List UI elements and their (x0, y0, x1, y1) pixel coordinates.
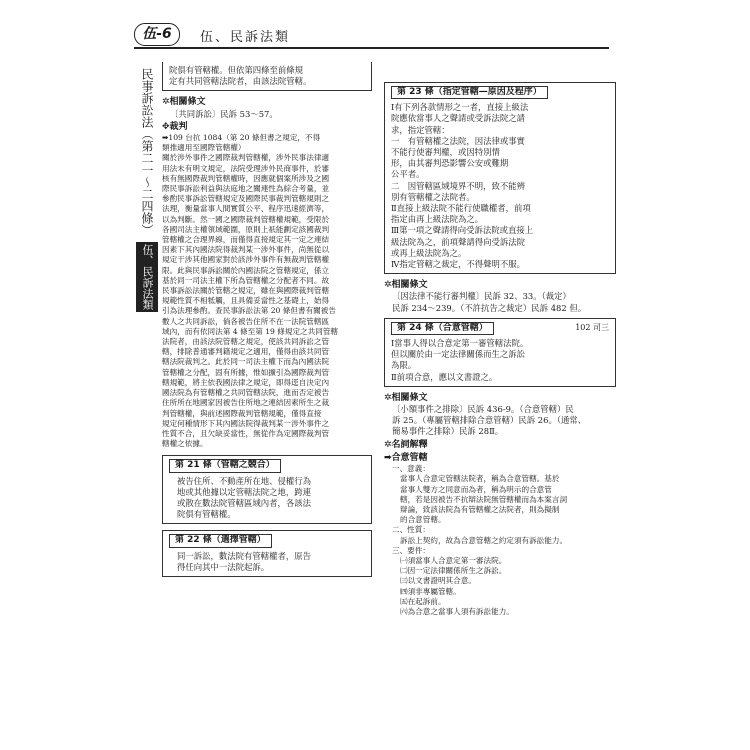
meaning-line: 當事人合意定管轄法院者，稱為合意管轄。基於 (400, 474, 560, 484)
article-24-line: 為限。 (391, 360, 417, 371)
meaning-label: 一、意義： (392, 464, 430, 474)
glossary-heading: ✲名詞解釋 (384, 439, 428, 450)
article-21-box (162, 455, 372, 524)
article-21-title: 第 21 條（管轄之競合） (169, 459, 281, 472)
requirement-line: ㈥為合意之當事人須有訴訟能力。 (400, 606, 514, 616)
requirement-line: ㈡因一定法律關係所生之訴訟。 (400, 566, 507, 576)
judgment-line: 類推適用至國際管轄權） (162, 143, 246, 153)
article-24-box (384, 318, 616, 387)
article-24-line: Ⅱ前項合意，應以文書證之。 (391, 371, 498, 382)
article-23-line: 不能行使審判權，或因特別情 (391, 147, 500, 158)
judgment-line: 判管轄權，與前述國際裁判管轄規範，僅得直接 (162, 408, 322, 418)
judgment-line: 法院者，由該法院管轄之規定，使該共同訴訟之管 (162, 337, 330, 347)
related-23-line: 民訴 234〜239。（不許抗告之裁定）民訴 482 但。 (392, 302, 587, 313)
judgment-line: 規範性質不相牴觸，且具備妥當性之基礎上，始得 (162, 296, 330, 306)
judgment-line: 管轄權之分配，固有所據，惟如擴引為國際裁判管 (162, 367, 330, 377)
article-23-box (384, 82, 616, 274)
article-23-line: 求，指定管轄： (391, 124, 450, 135)
meaning-line: 當事人雙方之同意而為者，稱為明示的合意管 (400, 484, 552, 494)
judgment-line: 用法未有明文規定，法院受理涉外民商事件，於審 (162, 163, 330, 173)
glossary-term: ➡合意管轄 (384, 452, 428, 463)
related-articles-24-text (384, 404, 616, 438)
article-22-line: 同一訴訟，數法院有管轄權者，原告 (177, 550, 311, 561)
chapter-title: 伍、民訴法類 (200, 30, 291, 45)
article-continuation-box (162, 62, 372, 91)
article-23-line: 一 有管轄權之法院，因法律或事實 (391, 135, 525, 146)
article-21-line: 或散在數法院管轄區域內者，各該法 (177, 497, 311, 508)
related-articles-text: 〔共同訴訟〕民訴 53〜57。 (170, 108, 278, 119)
judgment-line: 轄權之依據。 (162, 439, 208, 449)
article-23-line: 公平者。 (391, 169, 425, 180)
article-24-line: 但以關於由一定法律關係而生之訴訟 (391, 349, 525, 360)
judgment-line: 規定干涉其他國家對於該涉外事件有無裁判管轄權 (162, 255, 330, 265)
judgment-line: 基於同一司法主權下所為管轄權之分配者不同。故 (162, 275, 330, 285)
requirement-line: ㈠須當事人合意定第一審法院。 (400, 555, 507, 565)
header-rule (134, 47, 609, 49)
page-number-tab: 伍-6 (134, 23, 180, 46)
judgment-line: 參酌民事訴訟管轄規定及國際民事裁判管轄規則之 (162, 194, 330, 204)
meaning-line: 轄，若是因被告不抗辯法院無管轄權而為本案言詞 (400, 494, 568, 504)
left-column (162, 62, 372, 583)
related-23-line: 〔因法律不能行審判權〕民訴 32、33。（裁定） (392, 291, 571, 302)
right-column (384, 82, 616, 617)
judgment-line: 核有無國際裁判管轄權時，因應就個案所涉及之國 (162, 173, 330, 183)
article-23-line: Ⅱ直接上級法院不能行使職權者，前項 (391, 203, 531, 214)
article-22-title: 第 22 條（選擇管轄） (169, 534, 272, 547)
judgment-line: 域內，而有依同法第 4 條至第 19 條規定之共同管轄 (162, 326, 339, 336)
side-chapter-tab: 伍、民訴法類 (136, 242, 158, 312)
article-23-line: 形，由其審判恐影響公安或難期 (391, 158, 509, 169)
article-23-line: 別有管轄權之法院者。 (391, 191, 475, 202)
article-21-line: 地或其他據以定管轄法院之地，跨連 (177, 486, 311, 497)
judgment-text (162, 133, 372, 449)
article-23-line: 級法院為之，前項聲請得向受訴法院 (391, 236, 525, 247)
meaning-line: 的合意管轄。 (400, 515, 446, 525)
continuation-line-2: 定有共同管轄法院者，由該法院管轄。 (169, 76, 312, 87)
judgment-line: 管轄權之合理界線，而僅得直接規定其一定之連結 (162, 235, 330, 245)
judgment-line: 民事訴訟法關於管轄之規定，雖在與國際裁判管轄 (162, 286, 330, 296)
related-24-line: 〔小額事件之排除〕民訴 436-9。（合意管轄）民 (392, 404, 574, 415)
judgment-line: 轄，排除普通審判籍規定之適用，僅得由該共同管 (162, 347, 330, 357)
judgment-line: 住所所在地國家因被告住所地之連結因素所生之裁 (162, 398, 330, 408)
article-23-line: 院應依當事人之聲請或受訴法院之請 (391, 113, 525, 124)
article-22-line: 得任向其中一法院起訴。 (177, 561, 270, 572)
related-articles-24-heading: ✲相關條文 (384, 392, 428, 403)
exam-reference: 102 司三 (575, 322, 609, 332)
requirements-text (384, 556, 616, 617)
requirement-line: ㈢以文書證明其合意。 (400, 576, 476, 586)
judgment-line: 轄規範，將主依我國法律之規定，即得逕自決定內 (162, 377, 330, 387)
article-23-line: 二 因管轄區域境界不明，致不能辨 (391, 180, 525, 191)
requirement-line: ㈤在起訴前。 (400, 596, 446, 606)
judgment-line: ➡109 台抗 1084（第 20 條但書之規定，不得 (162, 133, 321, 143)
nature-label: 二、性質： (392, 525, 430, 535)
article-23-text (391, 102, 609, 270)
related-24-line: 訴 25。（專屬管轄排除合意管轄）民訴 26。（通常、 (392, 415, 587, 426)
nature-line: 訴訟上契約，故為合意管轄之約定須有訴訟能力。 (400, 535, 568, 545)
judgment-line: 限。此與民事訴訟關於內國法院之管轄規定，係立 (162, 265, 330, 275)
related-24-line: 簡易事件之排除）民訴 28Ⅱ。 (392, 426, 504, 437)
judgment-line: 法理，衡量當事人間實質公平、程序迅速經濟等， (162, 204, 330, 214)
judgment-line: 以為判斷。然一國之國際裁判管轄權規範，受限於 (162, 214, 330, 224)
article-23-line: Ⅰ有下列各款情形之一者，直接上級法 (391, 102, 529, 113)
article-24-title: 第 24 條（合意管轄） (391, 322, 494, 335)
judgment-line: 國法院為有管轄權之共同管轄法院，進而否定被告 (162, 388, 330, 398)
judgment-line: 轄法院裁判之。此於同一司法主權下而為內國法院 (162, 357, 330, 367)
judgment-line: 引為法理參酌。查民事訴訟法第 20 條但書有關被告 (162, 306, 336, 316)
article-23-line: 指定由再上級法院為之。 (391, 214, 484, 225)
related-articles-23-heading: ✲相關條文 (384, 280, 428, 291)
article-24-text (391, 338, 609, 383)
vertical-law-title: 民事訴訟法（第二一〜二四條） (140, 68, 154, 236)
judgment-line: 數人之共同訴訟，倘各被告住所不在一法院管轄區 (162, 316, 330, 326)
judgment-line: 各國司法主權領域範圍，原則上祇能劃定該國裁判 (162, 224, 330, 234)
article-21-text (169, 476, 365, 521)
meaning-line: 辯論，致該法院為有管轄權之法院者，則為擬制 (400, 504, 560, 514)
nature-text (384, 536, 616, 546)
article-23-line: Ⅳ指定管轄之裁定，不得聲明不服。 (391, 259, 525, 270)
judgment-line: 因素下其內國法院得裁判某一涉外事件，尚無從以 (162, 245, 330, 255)
judgment-line: 性質不合，且欠缺妥當性，無從作為定國際裁判管 (162, 428, 330, 438)
article-23-line: 或再上級法院為之。 (391, 247, 467, 258)
article-22-text (169, 551, 365, 573)
related-articles-heading: ✲相關條文 (162, 97, 206, 108)
article-24-line: Ⅰ當事人得以合意定第一審管轄法院。 (391, 338, 529, 349)
judgment-line: 規定何種情形下其內國法院得裁判某一涉外事件之 (162, 418, 330, 428)
continuation-line-1: 院俱有管轄權。但依第四條至前條規 (169, 65, 303, 75)
meaning-text (384, 474, 616, 525)
judgment-line: 關於涉外事件之國際裁判管轄權，涉外民事法律適 (162, 153, 330, 163)
judgment-line: 際民事訴訟利益與法庭地之關連性為綜合考量，並 (162, 184, 330, 194)
judgment-heading: ✥裁判 (162, 121, 188, 132)
article-21-line: 院俱有管轄權。 (177, 509, 236, 520)
related-articles-23-text (384, 291, 616, 313)
article-21-line: 被告住所、不動產所在地、侵權行為 (177, 475, 311, 486)
requirement-line: ㈣須非專屬管轄。 (400, 586, 461, 596)
article-23-title: 第 23 條（指定管轄—原因及程序） (391, 86, 548, 99)
requirements-label: 三、要件： (392, 545, 430, 555)
article-22-box (162, 530, 372, 577)
article-23-line: Ⅲ第一項之聲請得向受訴法院或直接上 (391, 225, 534, 236)
